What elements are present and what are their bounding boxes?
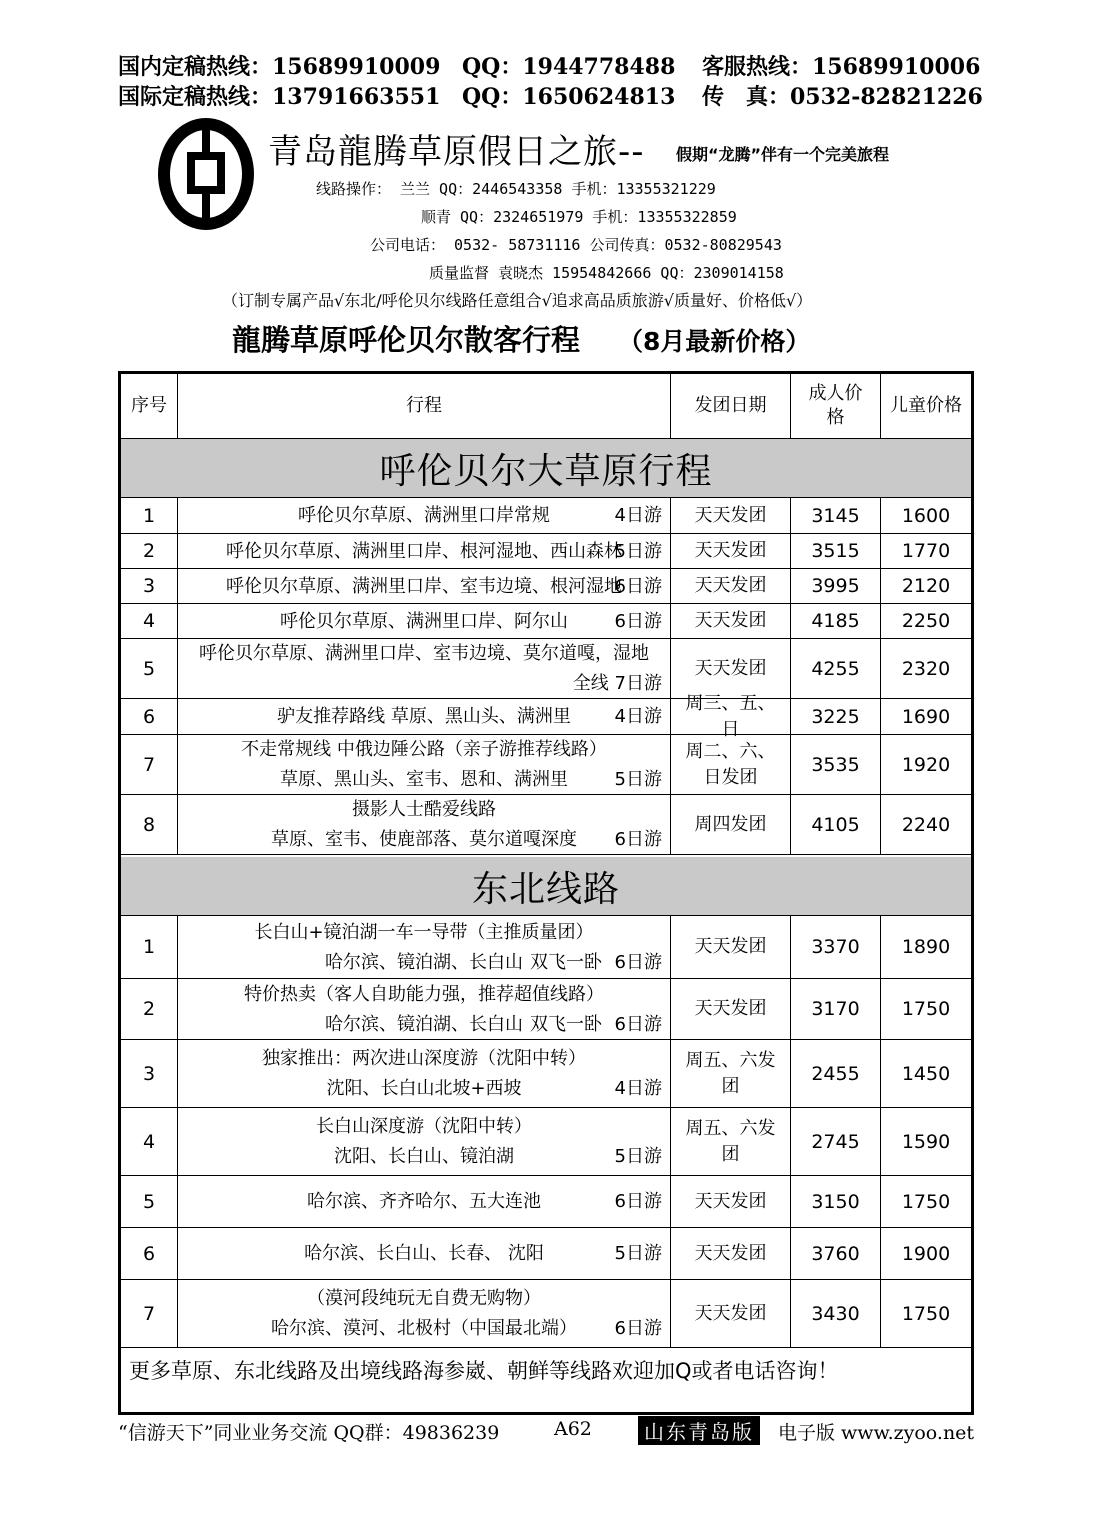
adult-price: 3370 bbox=[791, 916, 881, 978]
route-duration: 4日游 bbox=[614, 1078, 662, 1099]
page-number: A62 bbox=[554, 1418, 592, 1440]
route-cell bbox=[178, 1108, 671, 1175]
route-line-1: 驴友推荐路线 草原、黑山头、满洲里 bbox=[277, 706, 571, 727]
route-line-1: 特价热卖（客人自助能力强，推荐超值线路） bbox=[244, 983, 604, 1005]
route-line-1: 长白山深度游（沈阳中转） bbox=[316, 1116, 532, 1137]
route-duration: 6日游 bbox=[614, 1191, 662, 1212]
table-row bbox=[121, 639, 971, 699]
adult-price: 3225 bbox=[791, 699, 881, 734]
child-price: 1450 bbox=[901, 1062, 951, 1085]
route-line-1: 呼伦贝尔草原、满洲里口岸、室韦边境、根河湿地 bbox=[226, 575, 622, 597]
table-row bbox=[121, 795, 971, 855]
adult-price: 3150 bbox=[791, 1176, 881, 1227]
contact-line-4: 质量监督 袁晓杰 15954842666 QQ：2309014158 bbox=[429, 264, 784, 282]
adult-price: 4105 bbox=[791, 795, 881, 854]
route-duration: 6日游 bbox=[614, 951, 662, 973]
table-row bbox=[121, 1280, 971, 1348]
route-cell bbox=[178, 979, 671, 1039]
header-route: 行程 bbox=[178, 374, 671, 438]
route-cell bbox=[178, 735, 671, 794]
domestic-hotline: 国内定稿热线：15689910009 bbox=[118, 54, 441, 80]
route-line-2: 哈尔滨、镜泊湖、长白山 bbox=[325, 951, 523, 973]
child-price: 1750 bbox=[901, 1190, 951, 1213]
row-number: 7 bbox=[121, 735, 178, 794]
row-number: 5 bbox=[121, 639, 178, 698]
table-header bbox=[121, 374, 971, 439]
route-duration: 5日游 bbox=[614, 1243, 662, 1264]
adult-price: 3515 bbox=[791, 534, 881, 568]
transport-mode: 双飞一卧 bbox=[530, 951, 602, 973]
route-duration: 5日游 bbox=[614, 540, 662, 562]
route-cell bbox=[178, 916, 671, 978]
brand-title: 青岛龍腾草原假日之旅-- bbox=[268, 132, 645, 172]
child-price: 2320 bbox=[901, 657, 951, 680]
more-routes-note: 更多草原、东北线路及出境线路海参崴、朝鲜等线路欢迎加Q或者电话咨询！ bbox=[129, 1359, 839, 1383]
child-price: 1920 bbox=[901, 753, 951, 776]
adult-price: 2745 bbox=[791, 1108, 881, 1175]
adult-price: 3430 bbox=[791, 1280, 881, 1347]
table-row bbox=[121, 569, 971, 604]
route-duration: 6日游 bbox=[614, 610, 662, 632]
contact-line-1: 线路操作： 兰兰 QQ：2446543358 手机：13355321229 bbox=[316, 180, 716, 198]
route-cell bbox=[178, 639, 671, 698]
route-duration: 5日游 bbox=[614, 769, 662, 790]
table-row bbox=[121, 735, 971, 795]
route-cell bbox=[178, 498, 671, 533]
route-line-2: 沈阳、长白山、镜泊湖 bbox=[334, 1146, 514, 1167]
departure-date: 周三、五、日 bbox=[671, 699, 791, 734]
route-cell bbox=[178, 1280, 671, 1347]
fax-number: 传 真：0532-82821226 bbox=[702, 84, 983, 110]
route-duration: 5日游 bbox=[614, 1146, 662, 1167]
route-cell bbox=[178, 795, 671, 854]
row-number: 6 bbox=[121, 699, 178, 734]
child-price: 2250 bbox=[901, 610, 951, 632]
company-logo-icon bbox=[158, 118, 254, 230]
child-price: 2120 bbox=[901, 575, 951, 597]
route-cell bbox=[178, 1040, 671, 1107]
row-number: 4 bbox=[121, 604, 178, 638]
table-row bbox=[121, 1040, 971, 1108]
adult-price: 3535 bbox=[791, 735, 881, 794]
row-number: 2 bbox=[121, 534, 178, 568]
route-line-1: 呼伦贝尔草原、满洲里口岸、根河湿地、西山森林 bbox=[226, 540, 622, 562]
route-line-1: 独家推出：两次进山深度游（沈阳中转） bbox=[262, 1048, 586, 1069]
table-row bbox=[121, 534, 971, 569]
child-price: 1690 bbox=[901, 705, 951, 728]
table-row bbox=[121, 692, 971, 740]
adult-price: 3995 bbox=[791, 569, 881, 603]
route-line-2: 全线 7日游 bbox=[572, 673, 662, 694]
adult-price: 2455 bbox=[791, 1040, 881, 1107]
route-line-1: 呼伦贝尔草原、满洲里口岸、室韦边境、莫尔道嘎，湿地 bbox=[199, 643, 649, 664]
route-line-1: 摄影人士酷爱线路 bbox=[352, 799, 496, 820]
row-number: 5 bbox=[121, 1176, 178, 1227]
transport-mode: 双飞一卧 bbox=[530, 1013, 602, 1035]
child-price: 1590 bbox=[901, 1130, 951, 1153]
row-number: 4 bbox=[121, 1108, 178, 1175]
table-row bbox=[121, 1108, 971, 1176]
route-line-2: 哈尔滨、镜泊湖、长白山 bbox=[325, 1013, 523, 1035]
route-line-1: 呼伦贝尔草原、满洲里口岸、阿尔山 bbox=[280, 610, 568, 632]
route-cell bbox=[178, 1176, 671, 1227]
route-duration: 6日游 bbox=[614, 1318, 662, 1339]
route-duration: 4日游 bbox=[614, 706, 662, 727]
departure-date: 天天发团 bbox=[671, 979, 791, 1039]
route-duration: 6日游 bbox=[614, 829, 662, 850]
table-row bbox=[121, 916, 971, 979]
table-row bbox=[121, 604, 971, 639]
adult-price: 3170 bbox=[791, 979, 881, 1039]
child-price: 1900 bbox=[901, 1242, 951, 1265]
header-date: 发团日期 bbox=[671, 374, 791, 438]
intl-qq: QQ：1650624813 bbox=[462, 84, 676, 110]
departure-date: 天天发团 bbox=[671, 1228, 791, 1279]
departure-date: 天天发团 bbox=[671, 498, 791, 533]
departure-date: 天天发团 bbox=[671, 604, 791, 638]
route-line-1: 长白山+镜泊湖一车一导带（主推质量团） bbox=[254, 921, 594, 943]
contact-line-3: 公司电话： 0532- 58731116 公司传真：0532-80829543 bbox=[370, 236, 782, 254]
route-line-1: 哈尔滨、长白山、长春、 沈阳 bbox=[304, 1243, 544, 1264]
row-number: 3 bbox=[121, 1040, 178, 1107]
adult-price: 4185 bbox=[791, 604, 881, 638]
departure-date: 天天发团 bbox=[671, 569, 791, 603]
row-number: 2 bbox=[121, 979, 178, 1039]
section-title-northeast: 东北线路 bbox=[121, 857, 971, 916]
header-child: 儿童价格 bbox=[890, 395, 962, 416]
features-line: （订制专属产品√东北/呼伦贝尔线路任意组合√追求高品质旅游√质量好、价格低√） bbox=[222, 291, 813, 310]
departure-date: 天天发团 bbox=[671, 639, 791, 698]
child-price: 1890 bbox=[901, 936, 951, 958]
route-line-1: 呼伦贝尔草原、满洲里口岸常规 bbox=[298, 505, 550, 526]
contact-line-2: 顺青 QQ：2324651979 手机：13355322859 bbox=[421, 208, 737, 226]
route-line-2: 草原、黑山头、室韦、恩和、满洲里 bbox=[280, 769, 568, 790]
table-row bbox=[121, 498, 971, 534]
header-no: 序号 bbox=[121, 374, 178, 438]
price-note: （8月最新价格） bbox=[618, 327, 811, 356]
row-number: 1 bbox=[121, 498, 178, 533]
route-duration: 6日游 bbox=[614, 575, 662, 597]
route-duration: 6日游 bbox=[614, 1013, 662, 1035]
itinerary-table bbox=[118, 371, 974, 1415]
departure-date: 周五、六发团 bbox=[671, 1040, 791, 1107]
route-cell bbox=[178, 1228, 671, 1279]
route-line-1: 哈尔滨、齐齐哈尔、五大连池 bbox=[307, 1191, 541, 1212]
adult-price: 4255 bbox=[791, 639, 881, 698]
route-duration: 4日游 bbox=[614, 505, 662, 526]
intl-hotline: 国际定稿热线：13791663551 bbox=[118, 84, 441, 110]
departure-date: 天天发团 bbox=[671, 1280, 791, 1347]
footer-bar bbox=[118, 1418, 976, 1444]
domestic-qq: QQ：1944778488 bbox=[462, 54, 676, 80]
row-number: 6 bbox=[121, 1228, 178, 1279]
brand-slogan: 假期“龙腾”伴有一个完美旅程 bbox=[676, 145, 890, 164]
qq-group: “信游天下”同业业务交流 QQ群：49836239 bbox=[118, 1422, 500, 1444]
route-line-2: 沈阳、长白山北坡+西坡 bbox=[326, 1078, 522, 1099]
child-price: 1750 bbox=[901, 1302, 951, 1325]
row-number: 7 bbox=[121, 1280, 178, 1347]
adult-price: 3145 bbox=[791, 498, 881, 533]
route-cell bbox=[178, 569, 671, 603]
page-title-text: 龍腾草原呼伦贝尔散客行程 bbox=[232, 323, 581, 357]
route-cell bbox=[178, 534, 671, 568]
route-line-2: 草原、室韦、使鹿部落、莫尔道嘎深度 bbox=[271, 829, 577, 850]
departure-date: 周二、六、日发团 bbox=[671, 735, 791, 794]
section-title-grassland: 呼伦贝尔大草原行程 bbox=[121, 439, 971, 498]
child-price: 1750 bbox=[901, 998, 951, 1020]
route-cell bbox=[178, 604, 671, 638]
departure-date: 周四发团 bbox=[671, 795, 791, 854]
departure-date: 周五、六发团 bbox=[671, 1108, 791, 1175]
route-line-2: 哈尔滨、漠河、北极村（中国最北端） bbox=[271, 1318, 577, 1339]
website-link[interactable]: 电子版 www.zyoo.net bbox=[778, 1422, 975, 1444]
child-price: 2240 bbox=[901, 813, 951, 836]
adult-price: 3760 bbox=[791, 1228, 881, 1279]
route-cell bbox=[178, 699, 671, 734]
route-line-1: 不走常规线 中俄边陲公路（亲子游推荐线路） bbox=[241, 739, 607, 760]
service-hotline: 客服热线：15689910006 bbox=[702, 54, 981, 80]
row-number: 3 bbox=[121, 569, 178, 603]
table-row bbox=[121, 1176, 971, 1228]
departure-date: 天天发团 bbox=[671, 1176, 791, 1227]
child-price: 1600 bbox=[901, 504, 951, 527]
row-number: 1 bbox=[121, 916, 178, 978]
route-line-1: （漠河段纯玩无自费无购物） bbox=[307, 1288, 541, 1309]
child-price: 1770 bbox=[901, 540, 951, 562]
row-number: 8 bbox=[121, 795, 178, 854]
departure-date: 天天发团 bbox=[671, 916, 791, 978]
departure-date: 天天发团 bbox=[671, 534, 791, 568]
table-row bbox=[121, 979, 971, 1040]
page-title bbox=[232, 318, 810, 359]
header-adult: 成人价格 bbox=[791, 374, 881, 438]
region-edition: 山东青岛版 bbox=[638, 1416, 760, 1445]
table-row bbox=[121, 1228, 971, 1280]
